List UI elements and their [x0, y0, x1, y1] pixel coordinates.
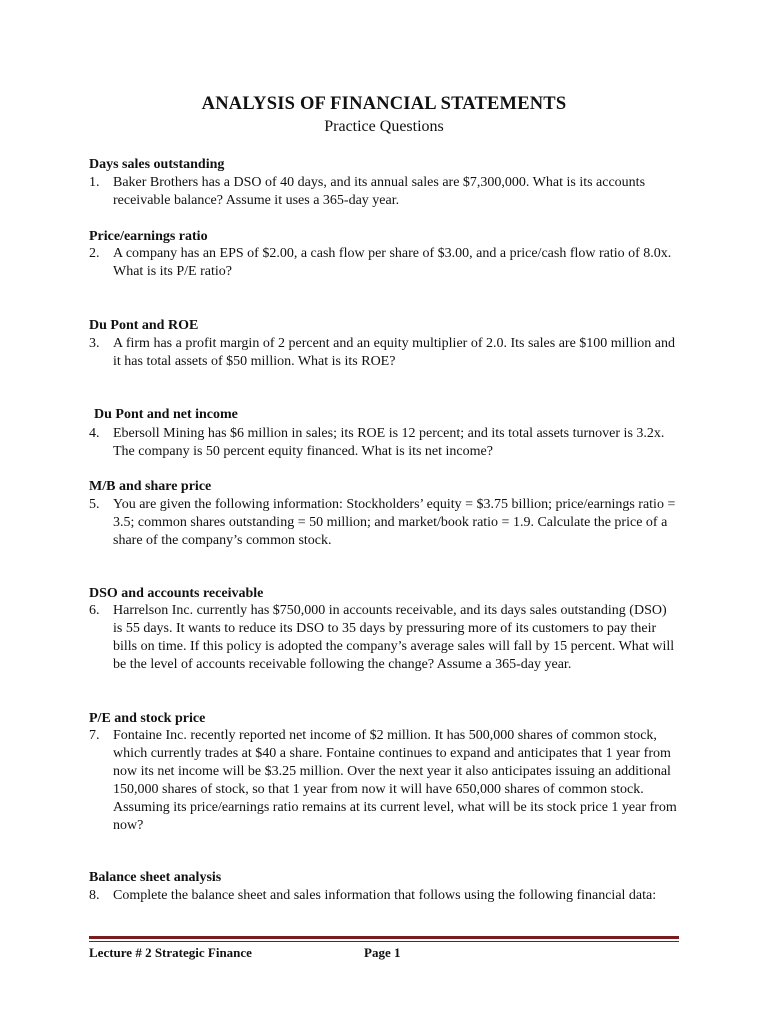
question-item	[89, 496, 679, 550]
section-heading: P/E and stock price	[89, 711, 206, 726]
question-number: 3.	[89, 336, 100, 351]
question-text: You are given the following information: Stockholders’ equity = $3.75 billion; price/earnings ratio = 3.5; common shares outstanding = 50 million; and market/book ratio = 1.9. Calculate the price of a share of the company’s common stock.	[113, 497, 676, 548]
section-heading: Balance sheet analysis	[89, 870, 222, 885]
question-text: Complete the balance sheet and sales information that follows using the following financial data:	[113, 888, 657, 903]
question-text: A company has an EPS of $2.00, a cash flow per share of $3.00, and a price/cash flow ratio of 8.0x. What is its P/E ratio?	[113, 246, 672, 279]
section-heading: Days sales outstanding	[89, 157, 225, 172]
footer-page-number: Page 1	[364, 945, 401, 960]
section-heading: M/B and share price	[89, 479, 212, 494]
question-item	[89, 335, 679, 371]
question-item	[89, 245, 679, 281]
question-item	[89, 602, 679, 674]
question-text: Baker Brothers has a DSO of 40 days, and its annual sales are $7,300,000. What is its accounts receivable balance? Assume it uses a 365-day year.	[113, 175, 646, 208]
question-text: Fontaine Inc. recently reported net income of $2 million. It has 500,000 shares of common stock, which currently trades at $40 a share. Fontaine continues to expand and anticipates that 1 year from now its net income will be $3.25 million. Over the next year it also anticipates issuing an additional 150,000 shares of stock, so that 1 year from now it will have 650,000 shares of common stock. Assuming its price/earnings ratio remains at its current level, what will be its stock price 1 year from now?	[113, 728, 677, 833]
section-heading: Price/earnings ratio	[89, 229, 208, 244]
footer-rule-thick	[89, 936, 679, 939]
question-text: A firm has a profit margin of 2 percent and an equity multiplier of 2.0. Its sales are $100 million and it has total assets of $50 million. What is its ROE?	[113, 336, 675, 369]
question-number: 6.	[89, 603, 100, 618]
question-item	[89, 727, 679, 835]
footer-course-label: Lecture # 2 Strategic Finance	[89, 945, 252, 960]
footer-rule-thin	[89, 941, 679, 942]
document-title: ANALYSIS OF FINANCIAL STATEMENTS	[201, 94, 567, 114]
section-heading: Du Pont and net income	[94, 407, 238, 422]
question-number: 1.	[89, 175, 100, 190]
question-text: Ebersoll Mining has $6 million in sales; its ROE is 12 percent; and its total assets turnover is 3.2x. The company is 50 percent equity financed. What is its net income?	[113, 426, 665, 459]
question-item	[89, 425, 679, 461]
section-heading: DSO and accounts receivable	[89, 586, 264, 601]
question-number: 5.	[89, 497, 100, 512]
question-number: 2.	[89, 246, 100, 261]
question-number: 7.	[89, 728, 100, 743]
question-item	[89, 174, 679, 210]
document-subtitle: Practice Questions	[324, 118, 444, 135]
section-heading: Du Pont and ROE	[89, 318, 199, 333]
question-text: Harrelson Inc. currently has $750,000 in accounts receivable, and its days sales outstanding (DSO) is 55 days. It wants to reduce its DSO to 35 days by pressuring more of its customers to pay their bills on time. If this policy is adopted the company’s average sales will fall by 15 percent. What will be the level of accounts receivable following the change? Assume a 365-day year.	[113, 603, 675, 672]
question-item	[89, 887, 679, 905]
question-number: 4.	[89, 426, 100, 441]
question-number: 8.	[89, 888, 100, 903]
